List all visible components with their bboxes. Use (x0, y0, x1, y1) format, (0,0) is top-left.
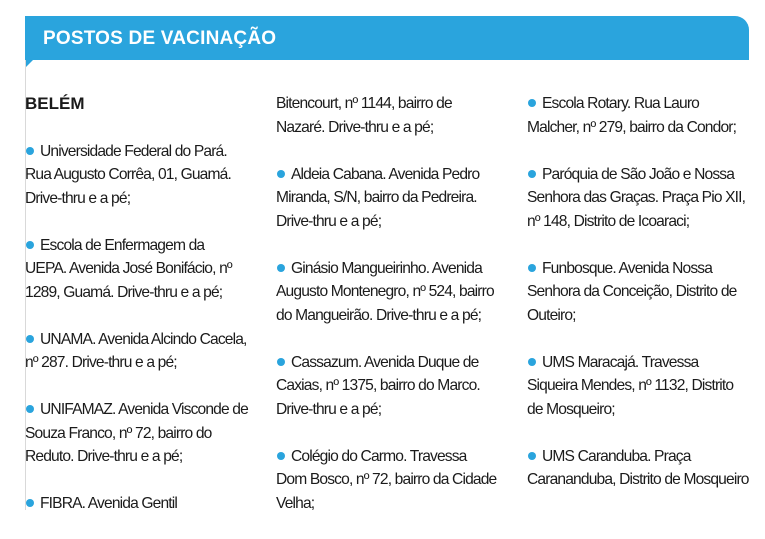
list-item (276, 257, 500, 328)
list-item (527, 257, 751, 328)
list-item (276, 163, 500, 234)
list-item-text: Ginásio Mangueirinho. Avenida Augusto Montenegro, nº 524, bairro do Mangueirão. Drive-thru e a pé; (276, 259, 494, 324)
bullet-icon (277, 264, 285, 272)
bullet-icon (26, 335, 34, 343)
list-item-text: Escola Rotary. Rua Lauro Malcher, nº 279, bairro da Condor; (527, 95, 737, 136)
list-item (527, 445, 751, 492)
bullet-icon (26, 405, 34, 413)
bullet-icon (528, 170, 536, 178)
bullet-icon (277, 170, 285, 178)
list-item-text: Escola de Enfermagem da UEPA. Avenida José Bonifácio, nº 1289, Guamá. Drive-thru e a pé; (25, 236, 232, 301)
list-item (276, 351, 500, 422)
list-item-text: Bitencourt, nº 1144, bairro de Nazaré. Drive-thru e a pé; (276, 95, 452, 136)
bullet-icon (528, 452, 536, 460)
bullet-icon (26, 147, 34, 155)
bullet-icon (528, 358, 536, 366)
column-2 (276, 92, 500, 539)
page-title: POSTOS DE VACINAÇÃO (43, 28, 277, 49)
bullet-icon (277, 452, 285, 460)
bullet-icon (528, 264, 536, 272)
list-item (25, 140, 249, 211)
list-item (25, 492, 249, 516)
title-banner (25, 16, 749, 60)
bullet-icon (528, 99, 536, 107)
banner-tail (25, 56, 37, 68)
column-3 (527, 92, 751, 515)
list-item (25, 398, 249, 469)
city-heading: BELÉM (25, 94, 85, 113)
list-item-text: Universidade Federal do Pará. Rua Augusto Corrêa, 01, Guamá. Drive-thru e a pé; (25, 142, 231, 207)
bullet-icon (26, 499, 34, 507)
list-item (527, 92, 751, 139)
list-item-text: UMS Caranduba. Praça Carananduba, Distrito de Mosqueiro (527, 447, 749, 488)
bullet-icon (277, 358, 285, 366)
list-item-text: UNAMA. Avenida Alcindo Cacela, nº 287. Drive-thru e a pé; (25, 330, 247, 371)
list-item (25, 234, 249, 305)
list-item-text: UMS Maracajá. Travessa Siqueira Mendes, nº 1132, Distrito de Mosqueiro; (527, 353, 734, 418)
list-item (276, 445, 500, 516)
list-item (527, 163, 751, 234)
list-item-text: Colégio do Carmo. Travessa Dom Bosco, nº 72, bairro da Cidade Velha; (276, 447, 497, 512)
list-item-text: Cassazum. Avenida Duque de Caxias, nº 1375, bairro do Marco. Drive-thru e a pé; (276, 353, 480, 418)
list-item-text: Paróquia de São João e Nossa Senhora das Graças. Praça Pio XII, nº 148, Distrito de Icoaraci; (527, 165, 746, 230)
column-1 (25, 92, 249, 539)
list-item-text: Funbosque. Avenida Nossa Senhora da Conceição, Distrito de Outeiro; (527, 259, 737, 324)
list-item-text: Aldeia Cabana. Avenida Pedro Miranda, S/N, bairro da Pedreira. Drive-thru e a pé; (276, 165, 480, 230)
list-item (25, 328, 249, 375)
list-item-text: UNIFAMAZ. Avenida Visconde de Souza Franco, nº 72, bairro do Reduto. Drive-thru e a pé; (25, 401, 248, 465)
bullet-icon (26, 241, 34, 249)
list-item (527, 351, 751, 422)
list-item-text: FIBRA. Avenida Gentil (40, 495, 178, 512)
list-item-continued (276, 92, 500, 139)
